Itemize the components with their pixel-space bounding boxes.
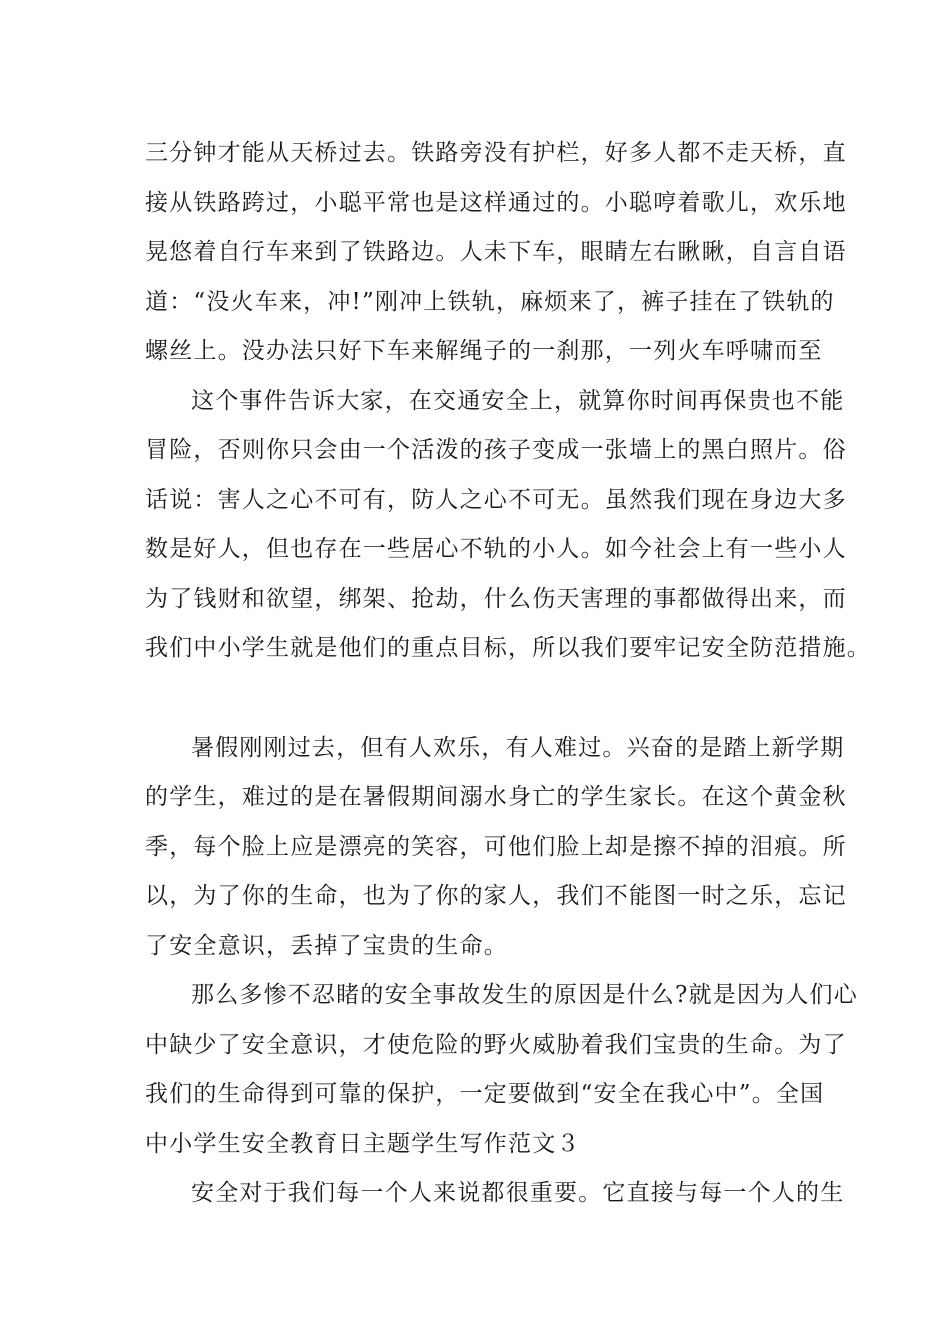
text-line: 中缺少了安全意识，才使危险的野火威胁着我们宝贵的生命。为了 bbox=[145, 1032, 847, 1058]
text-line: 中小学生安全教育日主题学生写作范文３ bbox=[145, 1131, 581, 1157]
paragraph-first-line: 安全对于我们每一个人来说都很重要。它直接与每一个人的生 bbox=[191, 1180, 845, 1206]
text-line: 三分钟才能从天桥过去。铁路旁没有护栏，好多人都不走天桥，直 bbox=[145, 140, 847, 166]
text-line: 以，为了你的生命，也为了你的家人，我们不能图一时之乐，忘记 bbox=[145, 883, 847, 909]
paragraph-first-line: 这个事件告诉大家，在交通安全上，就算你时间再保贵也不能 bbox=[191, 388, 845, 414]
text-line: 的学生，难过的是在暑假期间溺水身亡的学生家长。在这个黄金秋 bbox=[145, 784, 847, 810]
text-line: 我们的生命得到可靠的保护，一定要做到“安全在我心中”。全国 bbox=[145, 1081, 825, 1107]
text-line: 螺丝上。没办法只好下车来解绳子的一刹那，一列火车呼啸而至 bbox=[145, 338, 823, 364]
paragraph-first-line: 那么多惨不忍睹的安全事故发生的原因是什么?就是因为人们心 bbox=[191, 982, 858, 1008]
paragraph-first-line: 暑假刚刚过去，但有人欢乐，有人难过。兴奋的是踏上新学期 bbox=[191, 735, 845, 761]
text-line: 我们中小学生就是他们的重点目标，所以我们要牢记安全防范措施。 bbox=[145, 635, 871, 661]
text-line: 话说：害人之心不可有，防人之心不可无。虽然我们现在身边大多 bbox=[145, 487, 847, 513]
text-line: 道：“没火车来，冲!”刚冲上铁轨，麻烦来了，裤子挂在了铁轨的 bbox=[145, 289, 835, 315]
text-line: 冒险，否则你只会由一个活泼的孩子变成一张墙上的黑白照片。俗 bbox=[145, 437, 847, 463]
text-line: 接从铁路跨过，小聪平常也是这样通过的。小聪哼着歌儿，欢乐地 bbox=[145, 190, 847, 216]
text-line: 季，每个脸上应是漂亮的笑容，可他们脸上却是擦不掉的泪痕。所 bbox=[145, 834, 847, 860]
text-line: 晃悠着自行车来到了铁路边。人未下车，眼睛左右瞅瞅，自言自语 bbox=[145, 239, 847, 265]
text-line: 为了钱财和欲望，绑架、抢劫，什么伤天害理的事都做得出来，而 bbox=[145, 586, 847, 612]
text-line: 了安全意识，丢掉了宝贵的生命。 bbox=[145, 933, 508, 959]
text-line: 数是好人，但也存在一些居心不轨的小人。如今社会上有一些小人 bbox=[145, 536, 847, 562]
